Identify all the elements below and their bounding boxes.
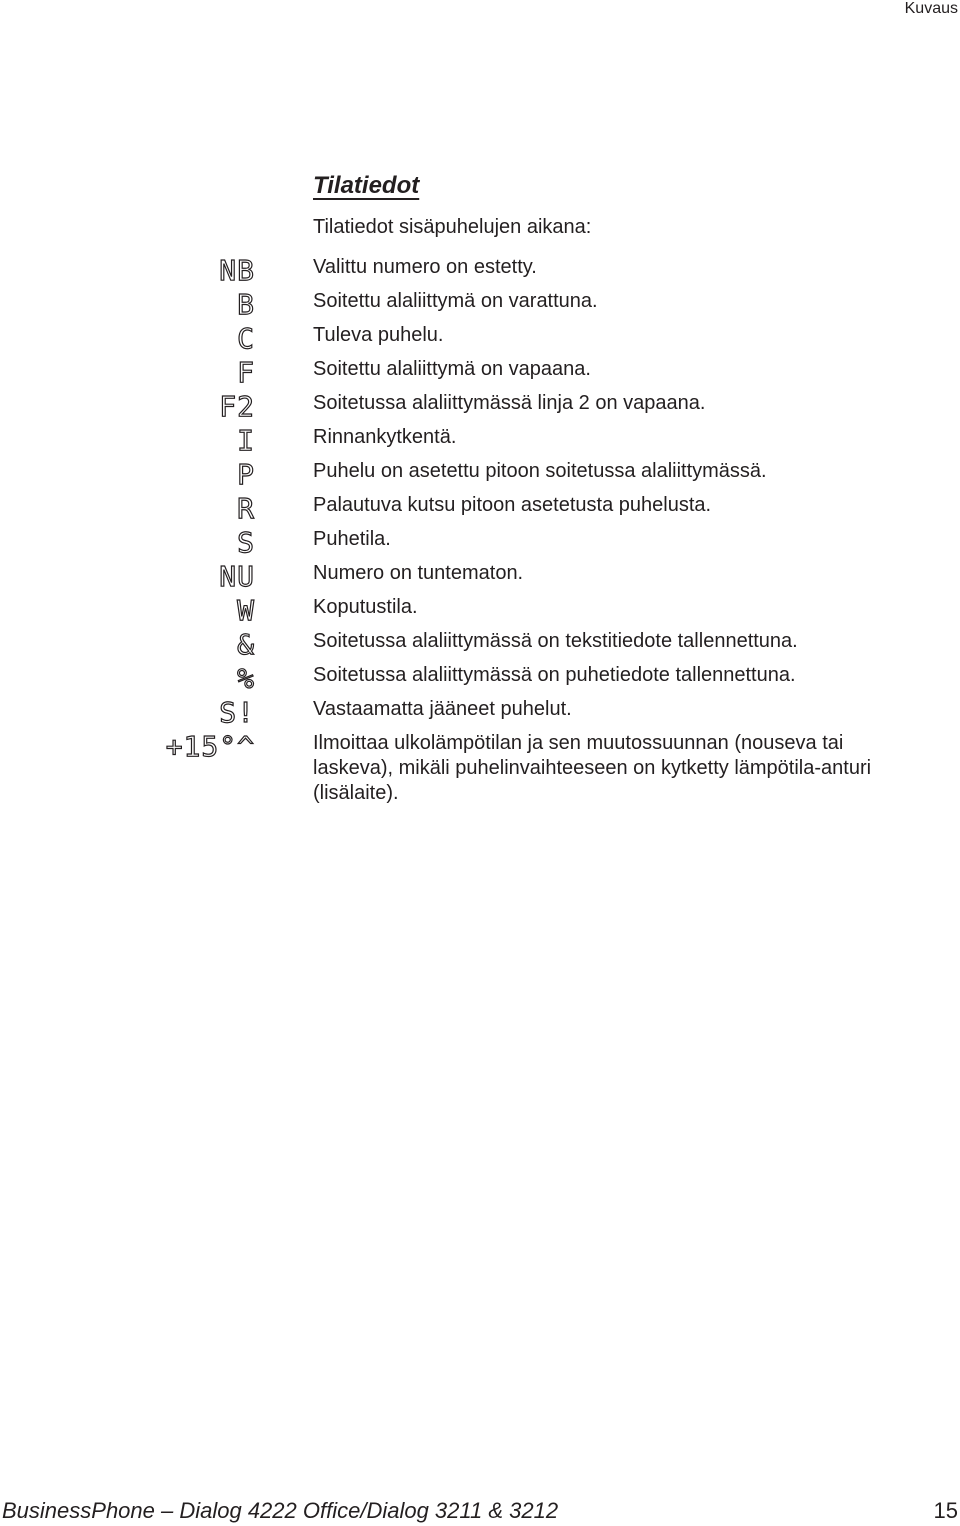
- intro-text: Tilatiedot sisäpuhelujen aikana:: [313, 216, 592, 238]
- list-item: [0, 663, 960, 697]
- code-description: Vastaamatta jääneet puhelut.: [313, 698, 572, 720]
- list-item: [0, 527, 960, 561]
- code-description: Valittu numero on estetty.: [313, 256, 537, 278]
- display-code: P: [237, 458, 255, 491]
- display-code: F2: [219, 390, 255, 423]
- display-code: NU: [219, 560, 255, 593]
- display-code: &: [237, 628, 255, 661]
- code-description: Rinnankytkentä.: [313, 426, 457, 448]
- list-item: [0, 459, 960, 493]
- code-description: Soitetussa alaliittymässä linja 2 on vapaana.: [313, 392, 706, 414]
- list-item: [0, 561, 960, 595]
- code-description: Ilmoittaa ulkolämpötilan ja sen muutossuunnan (nouseva tai laskeva), mikäli puhelinvaihteeseen on kytketty lämpötila-anturi (lisälaite).: [313, 732, 872, 804]
- code-description: Numero on tuntematon.: [313, 562, 524, 584]
- display-code: B: [237, 288, 255, 321]
- display-code: %: [237, 662, 255, 695]
- display-code: W: [237, 594, 255, 627]
- display-code: C: [237, 322, 255, 355]
- display-code: R: [237, 492, 255, 525]
- list-item: [0, 289, 960, 323]
- list-item: [0, 595, 960, 629]
- code-description: Soitetussa alaliittymässä on puhetiedote tallennettuna.: [313, 664, 796, 686]
- status-code-list: [0, 254, 960, 804]
- section-title: Tilatiedot: [313, 172, 420, 199]
- code-description: Puhelu on asetettu pitoon soitetussa alaliittymässä.: [313, 460, 767, 482]
- list-item: [0, 425, 960, 459]
- footer-title: BusinessPhone – Dialog 4222 Office/Dialog 3211 & 3212: [2, 1498, 559, 1523]
- code-description: Soitettu alaliittymä on vapaana.: [313, 358, 591, 380]
- display-code: S!: [219, 696, 255, 729]
- display-code: +15°^: [165, 730, 255, 763]
- list-item: [0, 323, 960, 357]
- list-item: [0, 629, 960, 663]
- list-item: [0, 357, 960, 391]
- code-description: Koputustila.: [313, 596, 418, 618]
- page-number: 15: [933, 1498, 958, 1523]
- list-item: [0, 255, 960, 289]
- list-item: [0, 730, 960, 804]
- code-description: Tuleva puhelu.: [313, 324, 444, 346]
- running-header: Kuvaus: [904, 0, 958, 17]
- display-code: S: [237, 526, 255, 559]
- code-description: Palautuva kutsu pitoon asetetusta puhelusta.: [313, 494, 712, 516]
- list-item: [0, 493, 960, 527]
- code-description: Soitettu alaliittymä on varattuna.: [313, 290, 598, 312]
- code-description: Puhetila.: [313, 528, 391, 550]
- code-description: Soitetussa alaliittymässä on tekstitiedote tallennettuna.: [313, 630, 798, 652]
- list-item: [0, 391, 960, 425]
- display-code: NB: [219, 254, 255, 287]
- display-code: F: [237, 356, 255, 389]
- list-item: [0, 697, 960, 731]
- display-code: I: [237, 424, 255, 457]
